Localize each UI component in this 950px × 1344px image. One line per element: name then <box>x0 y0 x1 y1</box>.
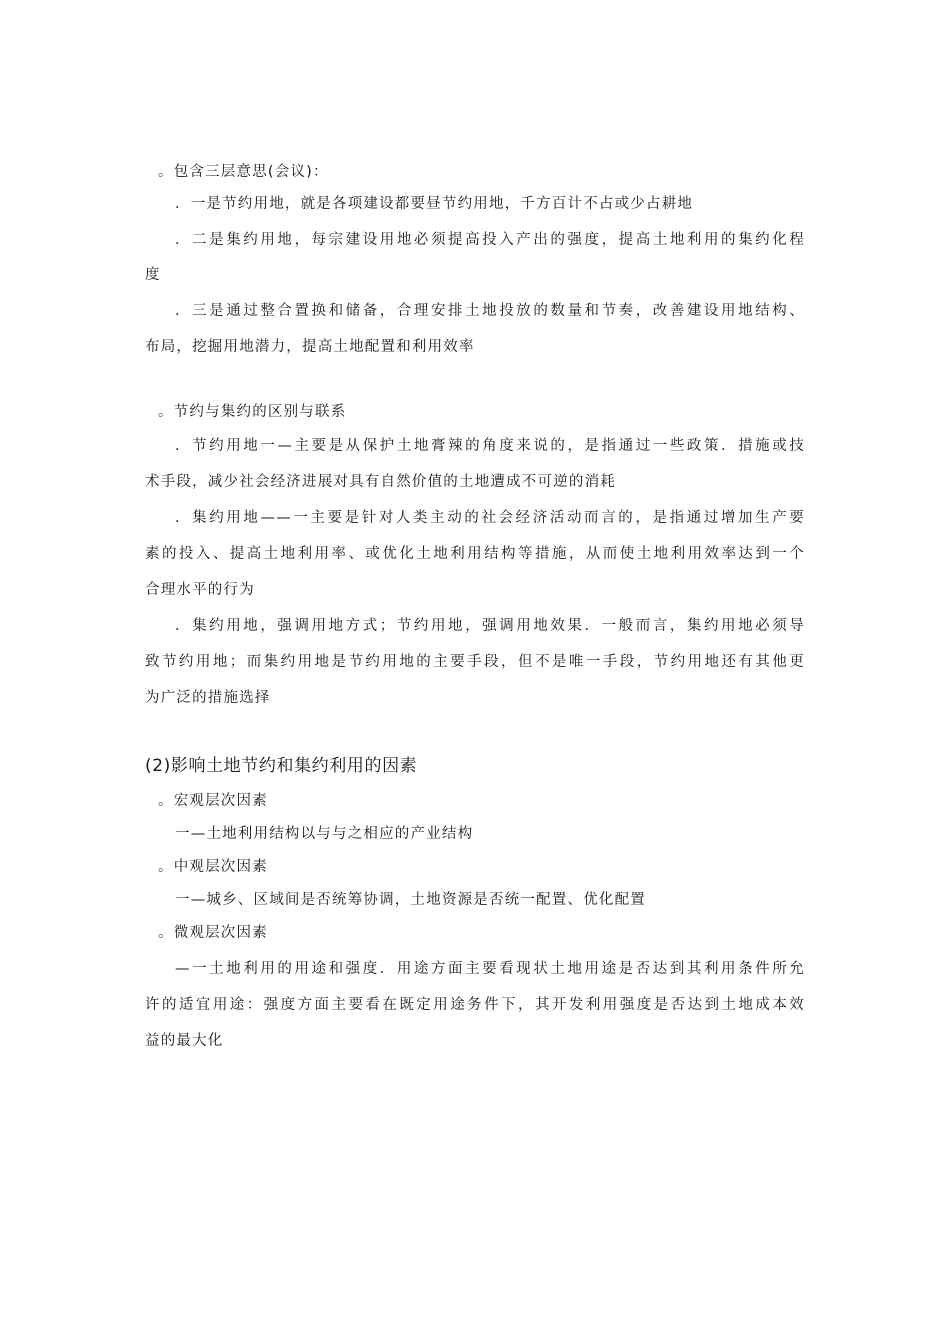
section1-item3-line2: 布局，挖掘用地潜力，提高土地配置和利用效率 <box>145 339 475 355</box>
section3-micro-bullet: 。微观层次因素 <box>158 925 268 941</box>
section1-item1: ．一是节约用地，就是各项建设都要昼节约用地，千方百计不占或少占耕地 <box>175 196 694 212</box>
section2-item1-line1: ．节约用地一—主要是从保护土地膏辣的角度来说的，是指通过一些政策．措施或技 <box>175 438 805 454</box>
section3-meso-text: 一—城乡、区域间是否统筹协调，土地资源是否统一配置、优化配置 <box>175 892 646 908</box>
section1-item2-line2: 度 <box>145 267 161 283</box>
section3-macro-bullet: 。宏观层次因素 <box>158 793 268 809</box>
section2-item1-line2: 术手段，减少社会经济进展对具有自然价值的土地遭成不可逆的消耗 <box>145 474 616 490</box>
section2-item3-line3: 为广泛的措施选择 <box>145 690 271 706</box>
section3-macro-text: 一—土地利用结构以与与之相应的产业结构 <box>175 826 474 842</box>
section3-heading: (2)影响土地节约和集约利用的因素 <box>145 756 418 776</box>
section3-micro-line3: 益的最大化 <box>145 1033 224 1049</box>
section2-item3-line1: ．集约用地，强调用地方式；节约用地，强调用地效果．一般而言，集约用地必须导 <box>175 618 805 634</box>
section3-micro-line2: 许的适宜用途：强度方面主要看在既定用途务件下，其开发利用强度是否达到土地成本效 <box>145 997 805 1013</box>
section3-micro-line1: —一土地利用的用途和强度．用途方面主要看现状土地用途是否达到其利用条件所允 <box>175 961 805 977</box>
section2-item2-line3: 合理水平的行为 <box>145 582 255 598</box>
section1-bullet: 。包含三层意思(会议)： <box>158 164 329 180</box>
section3-meso-bullet: 。中观层次因素 <box>158 859 268 875</box>
section2-item2-line2: 素的投入、提高土地利用率、或优化土地利用结构等措施，从而使土地利用效率达到一个 <box>145 546 805 562</box>
section2-bullet: 。节约与集约的区别与联系 <box>158 404 347 420</box>
section2-item3-line2: 致节约用地；而集约用地是节约用地的主要手段，但不是唯一手段，节约用地还有其他更 <box>145 654 805 670</box>
section2-item2-line1: ．集约用地——一主要是针对人类主动的社会经济活动而言的，是指通过增加生产要 <box>175 510 805 526</box>
section1-item3-line1: ．三是通过整合置换和储备，合理安排土地投放的数量和节奏，改善建设用地结构、 <box>175 303 805 319</box>
section1-item2-line1: ．二是集约用地，每宗建设用地必须提高投入产出的强度，提高土地利用的集约化程 <box>175 232 805 248</box>
